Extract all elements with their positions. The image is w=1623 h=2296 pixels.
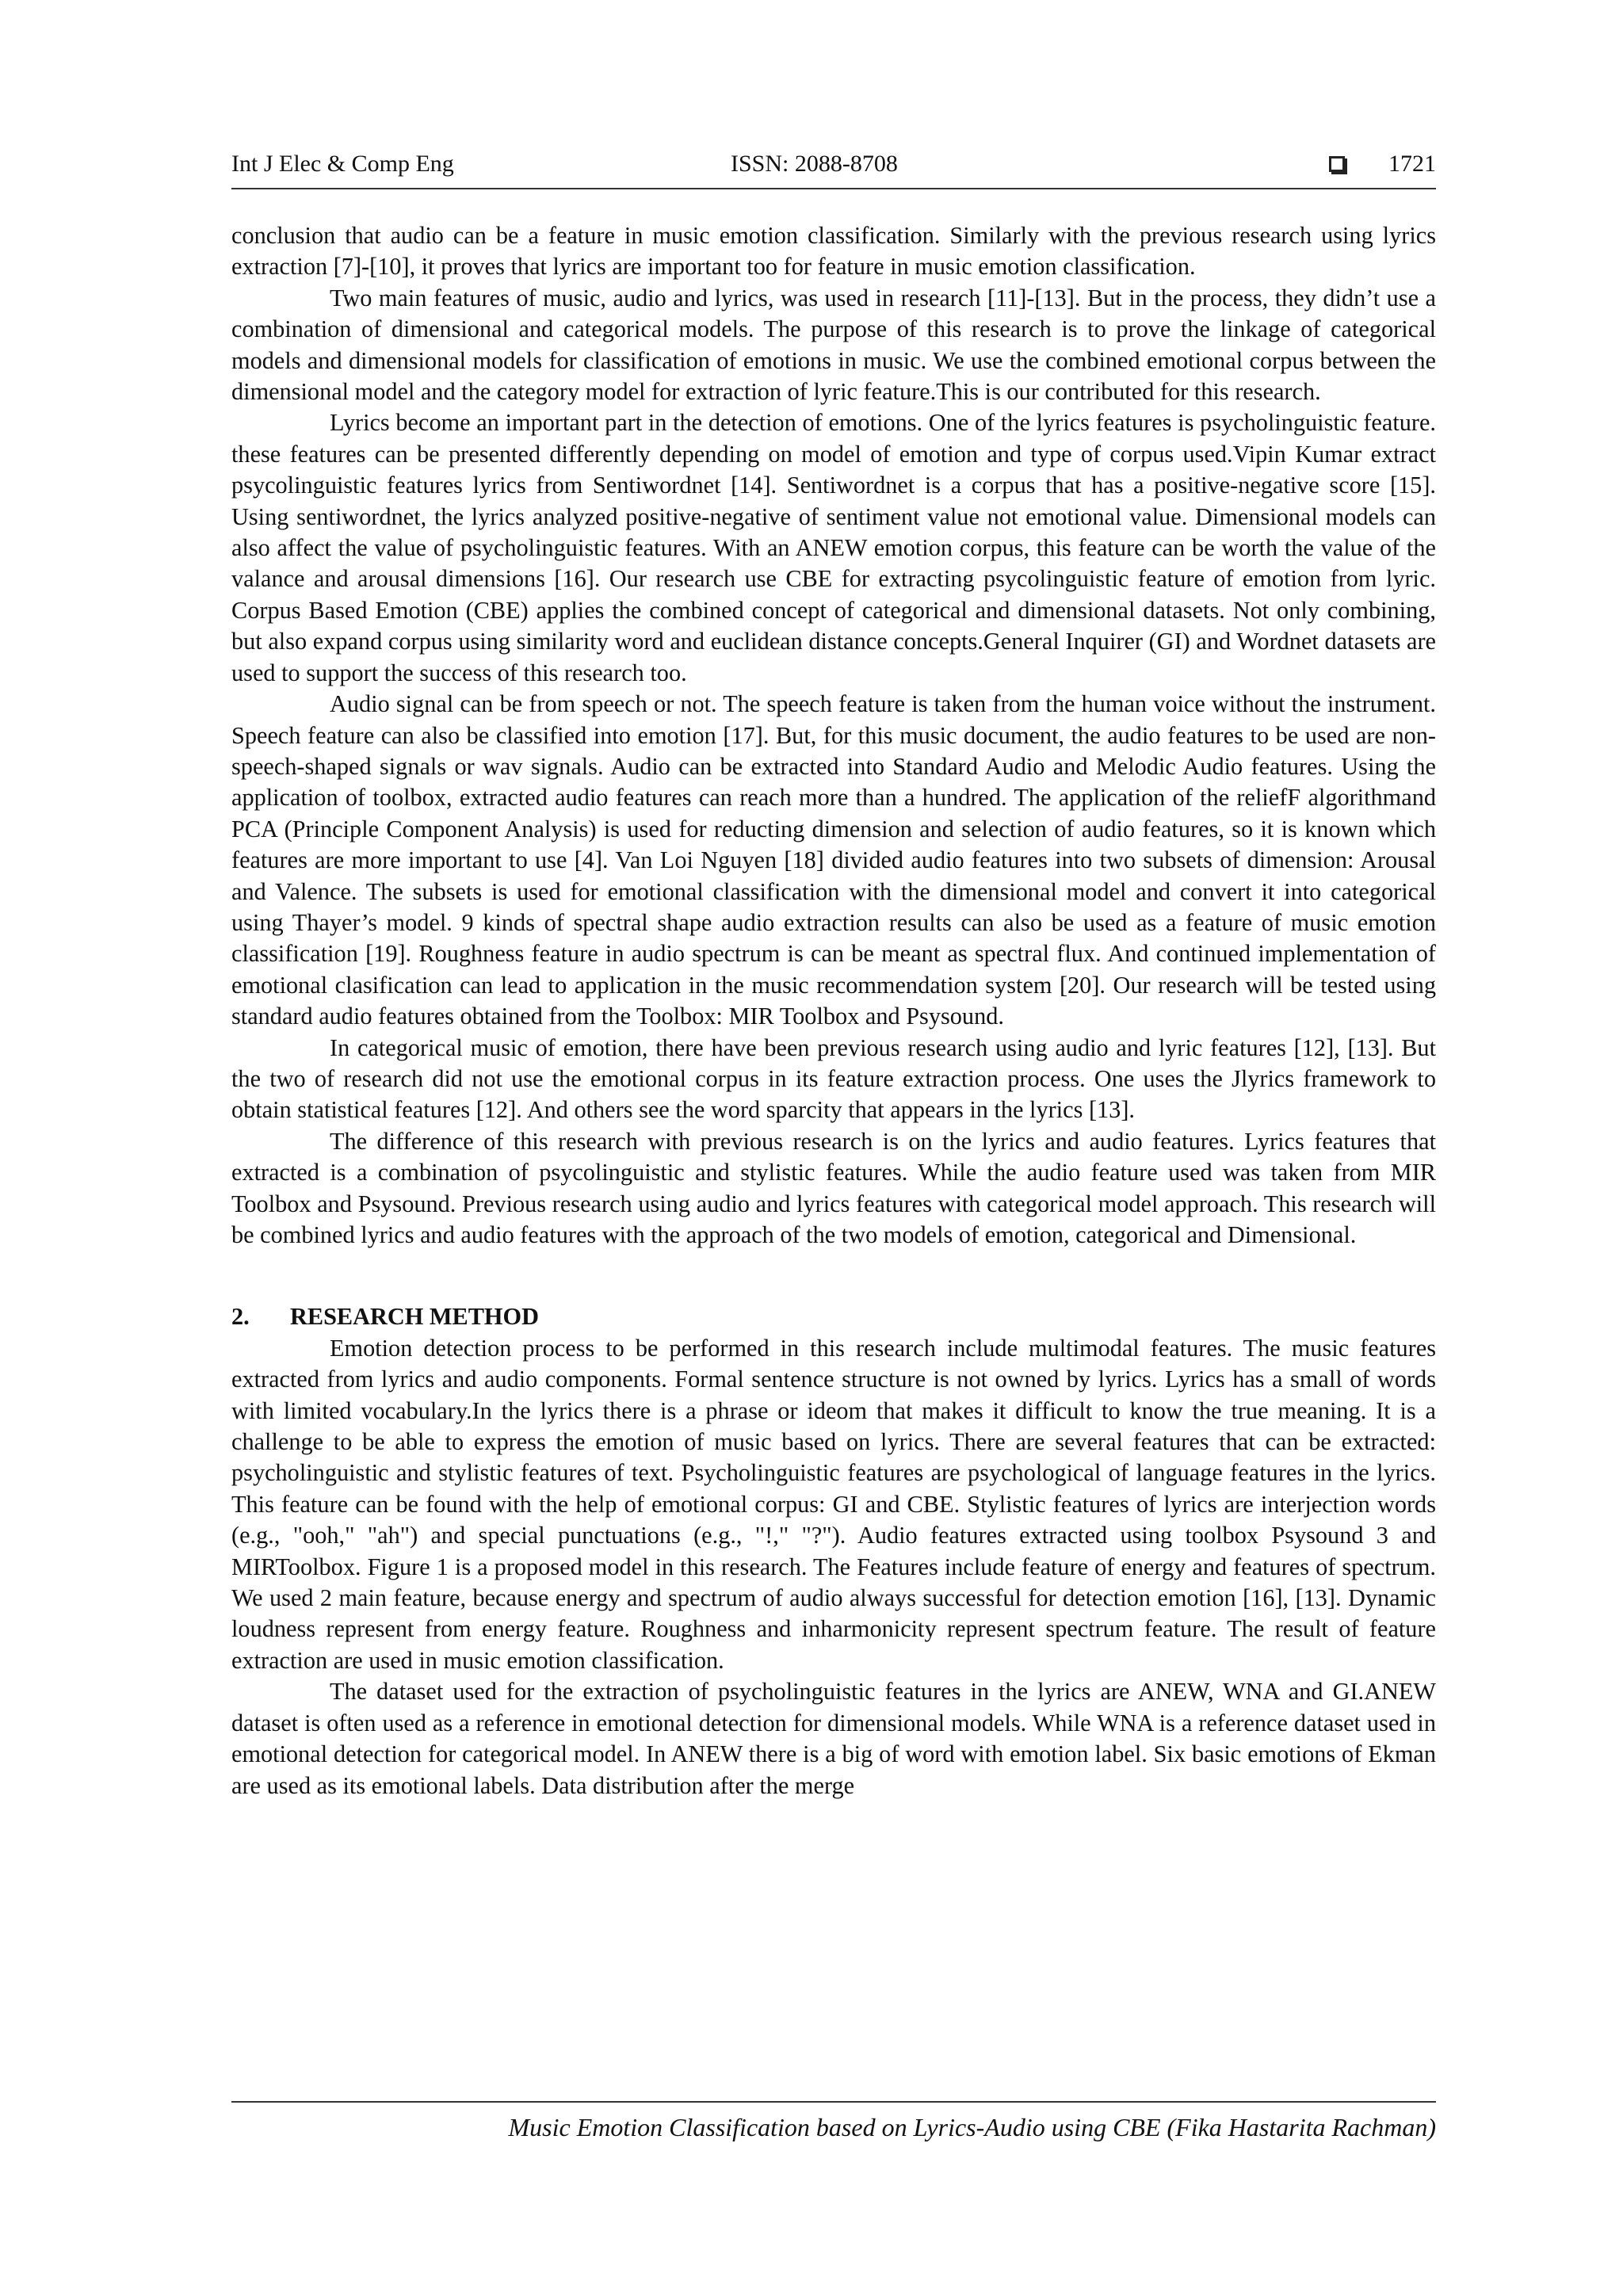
- paragraph: The difference of this research with previous research is on the lyrics and audio features. Lyrics features that extracted is a combination of psycolinguistic and stylistic features. While the audio feature used was taken from MIR Toolbox and Psysound. Previous research using audio and lyrics features with categorical model approach. This research will be combined lyrics and audio features with the approach of the two models of emotion, categorical and Dimensional.: [231, 1127, 1436, 1248]
- body-text: [231, 220, 1436, 1801]
- page-number: 1721: [1388, 151, 1436, 177]
- running-title: Music Emotion Classification based on Lyrics-Audio using CBE (Fika Hastarita Rachman): [508, 2113, 1436, 2141]
- section-heading: [231, 1301, 1436, 1332]
- footer-rule: [231, 2101, 1436, 2103]
- paragraph: In categorical music of emotion, there have been previous research using audio and lyric features [12], [13]. But the two of research did not use the emotional corpus in its feature extraction process. One uses the Jlyrics framework to obtain statistical features [12]. And others see the word sparcity that appears in the lyrics [13].: [231, 1033, 1436, 1124]
- journal-name: Int J Elec & Comp Eng: [231, 151, 454, 177]
- section-title: RESEARCH METHOD: [290, 1303, 539, 1331]
- section-number: 2.: [231, 1303, 250, 1331]
- paragraph: Audio signal can be from speech or not. The speech feature is taken from the human voice without the instrument. Speech feature can also be classified into emotion [17]. But, for this music document, the audio features to be used are non-speech-shaped signals or wav signals. Audio can be extracted into Standard Audio and Melodic Audio features. Using the application of toolbox, extracted audio features can reach more than a hundred. The application of the reliefF algorithmand PCA (Principle Component Analysis) is used for reducting dimension and selection of audio features, so it is known which features are more important to use [4]. Van Loi Nguyen [18] divided audio features into two subsets of dimension: Arousal and Valence. The subsets is used for emotional classification with the dimensional model and convert it into categorical using Thayer’s model. 9 kinds of spectral shape audio extraction results can also be used as a feature of music emotion classification [19]. Roughness feature in audio spectrum is can be meant as spectral flux. And continued implementation of emotional clasification can lead to application in the music recommendation system [20]. Our research will be tested using standard audio features obtained from the Toolbox: MIR Toolbox and Psysound.: [231, 690, 1436, 1030]
- header-rule: [231, 188, 1436, 189]
- page-number-group: [1329, 151, 1436, 178]
- paragraph: Emotion detection process to be performed in this research include multimodal features. The music features extracted from lyrics and audio components. Formal sentence structure is not owned by lyrics. Lyrics has a small of words with limited vocabulary.In the lyrics there is a phrase or ideom that makes it difficult to know the true meaning. It is a challenge to be able to express the emotion of music based on lyrics. There are several features that can be extracted: psycholinguistic and stylistic features of text. Psycholinguistic features are psychological of language features in the lyrics. This feature can be found with the help of emotional corpus: GI and CBE. Stylistic features of lyrics are interjection words (e.g., "ooh," "ah") and special punctuations (e.g., "!," "?"). Audio features extracted using toolbox Psysound 3 and MIRToolbox. Figure 1 is a proposed model in this research. The Features include feature of energy and features of spectrum. We used 2 main feature, because energy and spectrum of audio always successful for detection emotion [16], [13]. Dynamic loudness represent from energy feature. Roughness and inharmonicity represent spectrum feature. The result of feature extraction are used in music emotion classification.: [231, 1334, 1436, 1674]
- paragraph: Two main features of music, audio and lyrics, was used in research [11]-[13]. But in the process, they didn’t use a combination of dimensional and categorical models. The purpose of this research is to prove the linkage of categorical models and dimensional models for classification of emotions in music. We use the combined emotional corpus between the dimensional model and the category model for extraction of lyric feature.This is our contributed for this research.: [231, 284, 1436, 406]
- issn: ISSN: 2088-8708: [731, 151, 898, 177]
- paragraph: The dataset used for the extraction of psycholinguistic features in the lyrics are ANEW, WNA and GI.ANEW dataset is often used as a reference in emotional detection for dimensional models. While WNA is a reference dataset used in emotional detection for categorical model. In ANEW there is a big of word with emotion label. Six basic emotions of Ekman are used as its emotional labels. Data distribution after the merge: [231, 1678, 1436, 1799]
- checkbox-square-icon: [1329, 156, 1345, 172]
- paragraph: Lyrics become an important part in the detection of emotions. One of the lyrics features is psycholinguistic feature. these features can be presented differently depending on model of emotion and type of corpus used.Vipin Kumar extract psycolinguistic features lyrics from Sentiwordnet [14]. Sentiwordnet is a corpus that has a positive-negative score [15]. Using sentiwordnet, the lyrics analyzed positive-negative of sentiment value not emotional value. Dimensional models can also affect the value of psycholinguistic features. With an ANEW emotion corpus, this feature can be worth the value of the valance and arousal dimensions [16]. Our research use CBE for extracting psycolinguistic feature of emotion from lyric. Corpus Based Emotion (CBE) applies the combined concept of categorical and dimensional datasets. Not only combining, but also expand corpus using similarity word and euclidean distance concepts.General Inquirer (GI) and Wordnet datasets are used to support the success of this research too.: [231, 409, 1436, 686]
- paragraph: conclusion that audio can be a feature in music emotion classification. Similarly with the previous research using lyrics extraction [7]-[10], it proves that lyrics are important too for feature in music emotion classification.: [231, 222, 1436, 281]
